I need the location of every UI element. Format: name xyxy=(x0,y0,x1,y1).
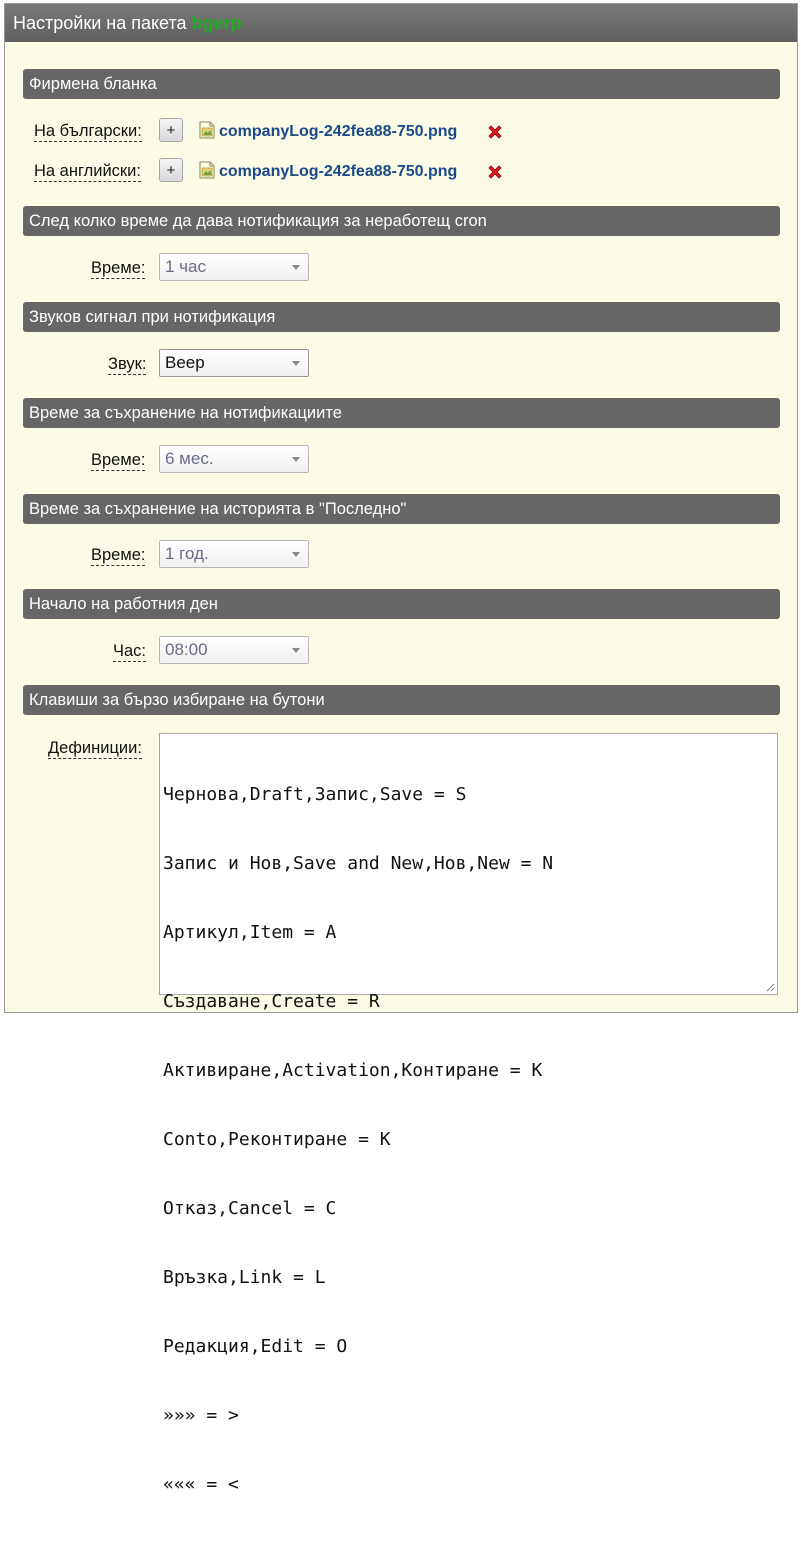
section-header-hotkeys: Клавиши за бързо избиране на бутони xyxy=(23,685,780,715)
definition-line: Запис и Нов,Save and New,Нов,New = N xyxy=(163,853,554,874)
chevron-down-icon xyxy=(292,265,300,270)
label-sound: Звук: xyxy=(108,355,147,373)
history-time-value: 1 год. xyxy=(165,544,209,563)
section-header-retention: Време за съхранение на нотификациите xyxy=(23,398,780,428)
retention-time-select[interactable] xyxy=(159,445,309,473)
panel-title xyxy=(5,4,797,42)
definition-line: Артикул,Item = A xyxy=(163,922,337,943)
label-definitions: Дефиниции: xyxy=(48,739,142,757)
resize-grip-icon[interactable] xyxy=(765,982,775,992)
label-english: На английски: xyxy=(34,162,141,180)
definition-line: Активиране,Activation,Контиране = K xyxy=(163,1060,543,1081)
retention-time-value: 6 мес. xyxy=(165,449,214,468)
cron-time-value: 1 час xyxy=(165,257,206,276)
definition-line: »»» = > xyxy=(163,1405,239,1426)
file-link-bulgarian[interactable]: companyLog-242fea88-750.png xyxy=(219,123,458,140)
add-file-english-button[interactable]: + xyxy=(159,158,183,182)
cron-time-select[interactable] xyxy=(159,253,309,281)
panel-title-prefix: Настройки на пакета xyxy=(13,13,187,33)
definition-line: ««« = < xyxy=(163,1474,239,1495)
chevron-down-icon xyxy=(292,457,300,462)
definition-line: Връзка,Link = L xyxy=(163,1267,326,1288)
definition-line: Отказ,Cancel = C xyxy=(163,1198,337,1219)
chevron-down-icon xyxy=(292,361,300,366)
package-settings-panel xyxy=(4,3,798,1495)
label-retention-time: Време: xyxy=(91,451,146,469)
image-file-icon xyxy=(199,161,215,179)
file-link-english[interactable]: companyLog-242fea88-750.png xyxy=(219,163,458,180)
section-header-sound: Звуков сигнал при нотификация xyxy=(23,302,780,332)
workday-hour-select[interactable] xyxy=(159,636,309,664)
definition-line: Чернова,Draft,Запис,Save = S xyxy=(163,784,467,805)
delete-icon[interactable] xyxy=(486,163,504,181)
hotkey-definitions-textarea[interactable] xyxy=(159,733,778,1495)
definition-line: Създаване,Create = R xyxy=(163,991,380,1012)
add-file-bulgarian-button[interactable]: + xyxy=(159,118,183,142)
label-bulgarian: На български: xyxy=(34,122,142,140)
section-header-history: Време за съхранение на историята в "Последно" xyxy=(23,494,780,524)
section-header-cron: След колко време да дава нотификация за неработещ cron xyxy=(23,206,780,236)
section-header-letterhead: Фирмена бланка xyxy=(23,69,780,99)
sound-select[interactable] xyxy=(159,349,309,377)
delete-icon[interactable] xyxy=(486,123,504,141)
image-file-icon xyxy=(199,121,215,139)
chevron-down-icon xyxy=(292,648,300,653)
label-workday-hour: Час: xyxy=(113,642,147,660)
workday-hour-value: 08:00 xyxy=(165,640,208,659)
definition-line: Редакция,Edit = O xyxy=(163,1336,348,1357)
sound-value: Beep xyxy=(165,353,205,372)
package-name: bgerp xyxy=(191,13,242,33)
chevron-down-icon xyxy=(292,552,300,557)
label-history-time: Време: xyxy=(91,546,146,564)
history-time-select[interactable] xyxy=(159,540,309,568)
section-header-workday: Начало на работния ден xyxy=(23,589,780,619)
definition-line: Conto,Реконтиране = K xyxy=(163,1129,391,1150)
label-cron-time: Време: xyxy=(91,259,146,277)
